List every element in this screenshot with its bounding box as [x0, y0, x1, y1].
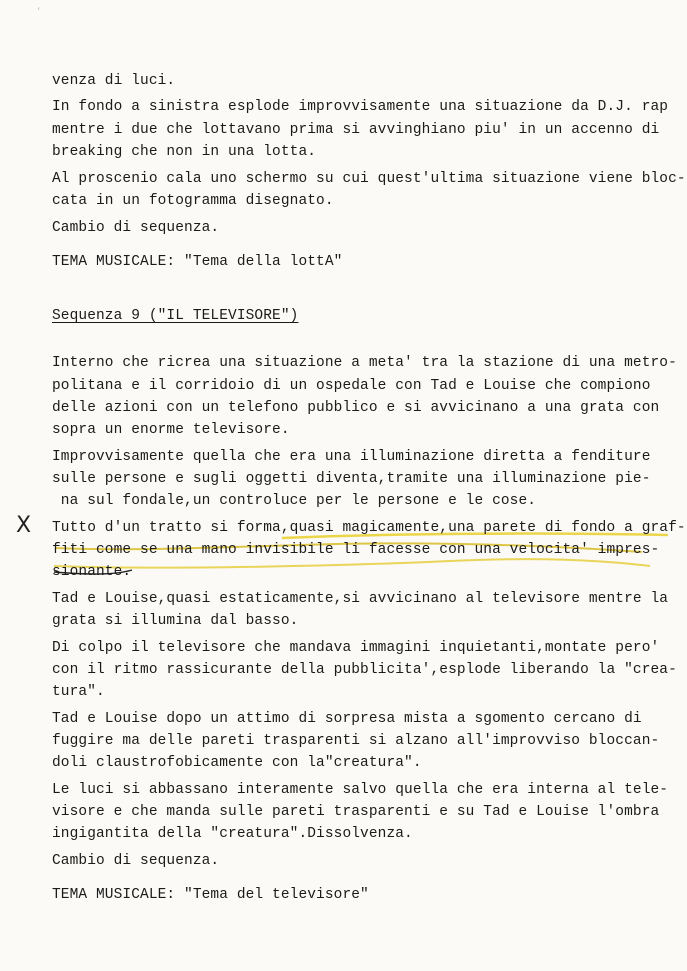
text-line: Interno che ricrea una situazione a meta' tra la stazione di una metro-	[52, 355, 677, 371]
text-line: con il ritmo rassicurante della pubblicita',esplode liberando la "crea-	[52, 662, 677, 678]
text-line: Tad e Louise dopo un attimo di sorpresa mista a sgomento cercano di	[52, 711, 642, 727]
text-line: TEMA MUSICALE: "Tema del televisore"	[52, 887, 369, 903]
text-line: visore e che manda sulle pareti trasparenti e su Tad e Louise l'ombra	[52, 804, 660, 820]
text-line: cata in un fotogramma disegnato.	[52, 193, 334, 209]
text-line: politana e il corridoio di un ospedale con Tad e Louise che compiono	[52, 378, 651, 394]
text-line: sopra un enorme televisore.	[52, 422, 290, 438]
text-line: venza di luci.	[52, 73, 176, 89]
text-line: Di colpo il televisore che mandava immagini inquietanti,montate pero'	[52, 640, 660, 656]
text-line: breaking che non in una lotta.	[52, 144, 317, 160]
text-line: ingigantita della "creatura".Dissolvenza.	[52, 826, 413, 842]
text-line: Tad e Louise,quasi estaticamente,si avvicinano al televisore mentre la	[52, 591, 669, 607]
text-line: Cambio di sequenza.	[52, 220, 220, 236]
text-line: delle azioni con un telefono pubblico e si avvicinano a una grata con	[52, 400, 660, 416]
text-line: mentre i due che lottavano prima si avvinghiano piu' in un accenno di	[52, 122, 660, 138]
text-line: TEMA MUSICALE: "Tema della lottA"	[52, 254, 343, 270]
text-line: Al proscenio cala uno schermo su cui quest'ultima situazione viene bloc-	[52, 171, 686, 187]
text-line: doli claustrofobicamente con la"creatura".	[52, 755, 422, 771]
section-heading: Sequenza 9 ("IL TELEVISORE")	[52, 308, 299, 324]
text-line: fiti come se una mano invisibile li facesse con una velocita' impres-	[52, 542, 660, 558]
text-line: sionante.	[52, 564, 132, 580]
highlight-stroke-3	[54, 559, 650, 567]
corner-mark: ʿ	[36, 8, 43, 19]
margin-x-mark: X	[16, 513, 32, 538]
text-line: fuggire ma delle pareti trasparenti si alzano all'improvviso bloccan-	[52, 733, 660, 749]
text-line: Cambio di sequenza.	[52, 853, 220, 869]
text-line: tura".	[52, 684, 105, 700]
text-line: Tutto d'un tratto si forma,quasi magicamente,una parete di fondo a graf-	[52, 520, 686, 536]
text-line: Le luci si abbassano interamente salvo quella che era interna al tele-	[52, 782, 669, 798]
text-line: na sul fondale,un controluce per le persone e le cose.	[52, 493, 537, 509]
text-line: sulle persone e sugli oggetti diventa,tramite una illuminazione pie-	[52, 471, 651, 487]
text-line: grata si illumina dal basso.	[52, 613, 299, 629]
text-line: Improvvisamente quella che era una illuminazione diretta a fenditure	[52, 449, 651, 465]
text-line: In fondo a sinistra esplode improvvisamente una situazione da D.J. rap	[52, 99, 669, 115]
